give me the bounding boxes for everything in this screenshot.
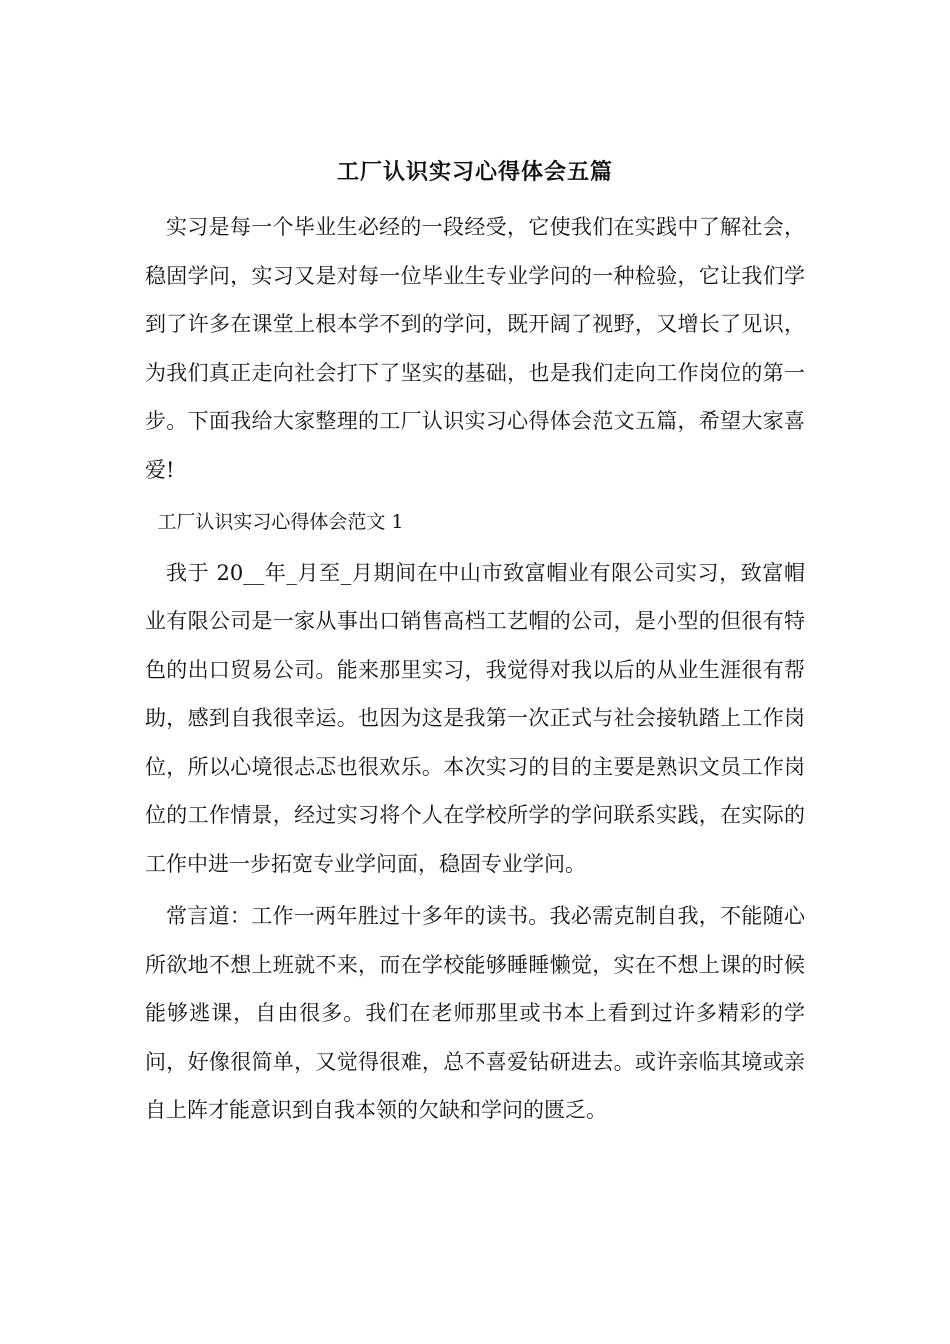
intro-paragraph: 实习是每一个毕业生必经的一段经受，它使我们在实践中了解社会，稳固学问，实习又是对每一位毕业生专业学问的一种检验，它让我们学到了许多在课堂上根本学不到的学问，既开阔了视野，又增长了见识，为我们真正走向社会打下了坚实的基础，也是我们走向工作岗位的第一步。下面我给大家整理的工厂认识实习心得体会范文五篇，希望大家喜爱! [145,215,805,482]
document-title: 工厂认识实习心得体会五篇 [336,159,613,185]
body-paragraph-1: 我于 20__年_月至_月期间在中山市致富帽业有限公司实习，致富帽业有限公司是一家从事出口销售高档工艺帽的公司，是小型的但很有特色的出口贸易公司。能来那里实习，我觉得对我以后的从业生涯很有帮助，感到自我很幸运。也因为这是我第一次正式与社会接轨踏上工作岗位，所以心境很忐忑也很欢乐。本次实习的目的主要是熟识文员工作岗位的工作情景，经过实习将个人在学校所学的学问联系实践，在实际的工作中进一步拓宽专业学问面，稳固专业学问。 [145,560,805,876]
body-paragraph-2: 常言道：工作一两年胜过十多年的读书。我必需克制自我，不能随心所欲地不想上班就不来，而在学校能够睡睡懒觉，实在不想上课的时候能够逃课，自由很多。我们在老师那里或书本上看到过许多精彩的学问，好像很简单，又觉得很难，总不喜爱钻研进去。或许亲临其境或亲自上阵才能意识到自我本领的欠缺和学问的匮乏。 [145,904,805,1122]
document-body [145,203,805,1135]
section-heading: 工厂认识实习心得体会范文 1 [157,511,404,533]
